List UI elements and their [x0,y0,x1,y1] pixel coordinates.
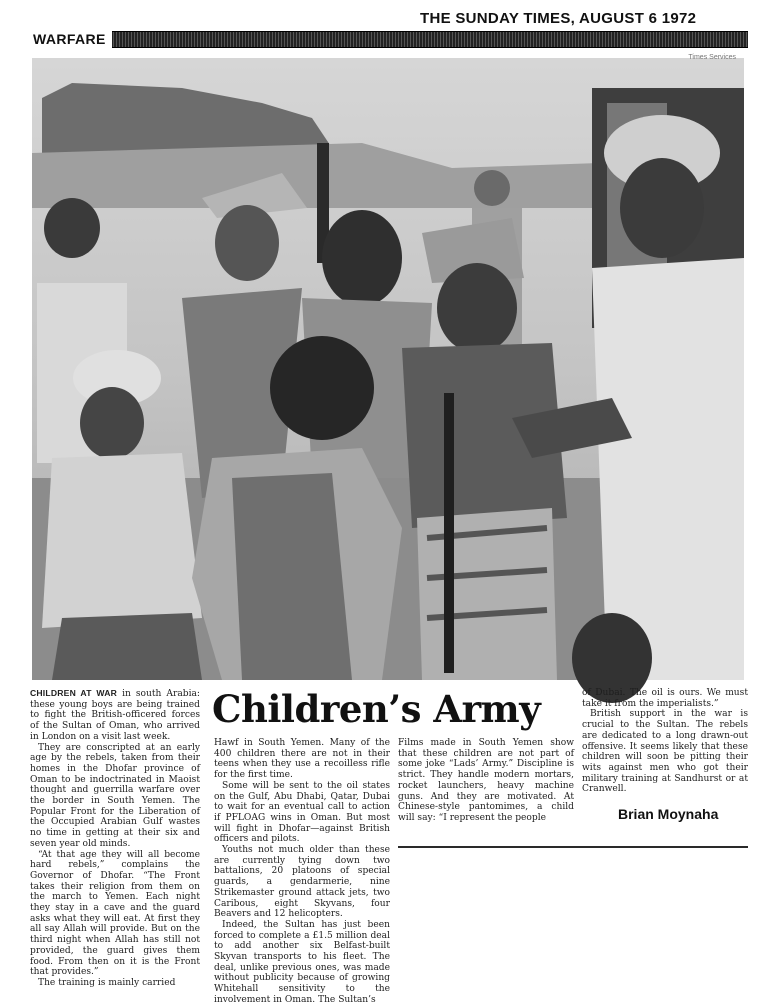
article-paragraph: Films made in South Yemen show that these children are not part of some joke “Lads’ Army.” Discipline is strict. They handle modern mortars, rocket launchers, heavy machine guns. And they are motivated. At Chinese-style pantomimes, a child will say: “I represent the people [398,738,574,823]
newspaper-masthead: THE SUNDAY TIMES, AUGUST 6 1972 [420,10,697,27]
article-paragraph: Youths not much older than these are currently tying down two battalions, 20 platoons of special guards, a gendarmerie, nine Strikemaster ground attack jets, two Caribous, eight Skyvans, four Beavers and 12 helicopters. [214,845,390,920]
article-paragraph: of Dubai. The oil is ours. We must take it from the imperialists.” [582,688,748,709]
column-rule [398,846,748,848]
section-label: WARFARE [30,31,112,48]
byline: Brian Moynaha [618,806,719,822]
article-paragraph: Hawf in South Yemen. Many of the 400 children there are not in their teens when they use a recoilless rifle for the first time. [214,738,390,781]
photo-caption-column [30,688,200,990]
article-paragraph: British support in the war is crucial to the Sultan. The rebels are dedicated to a long drawn-out offensive. It seems likely that these children will soon be pitting their wits against men who got their military training at Sandhurst or at Cranwell. [582,709,748,795]
headline: Children’s Army [212,687,541,731]
section-bar [30,31,748,48]
article-column-4 [582,688,748,802]
article-column-2 [214,738,390,1005]
article-paragraph: Indeed, the Sultan has just been forced to complete a £1.5 million deal to add another six Belfast-built Skyvan transports to his fleet. The deal, unlike previous ones, was made without publicity because of growing Whitehall sensitivity to the involvement in Oman. The Sultan’s [214,919,390,1005]
caption-paragraph: They are conscripted at an early age by the rebels, taken from their homes in the Dhofar province of Oman to be indoctrinated in Maoist thought and guerrilla warfare over the border in South Yemen. The Popular Front for the Liberation of the Occupied Arabian Gulf wastes no time in getting at their six and seven year old minds. [30,742,200,849]
photo-illustration [32,58,744,680]
caption-paragraph: “At that age they will all become hard rebels,” complains the Governor of Dhofar. “The Front takes their religion from them on the march to Yemen. Each night they stay in a cave and the guard asks what they will eat. At first they all say Allah will provide. But on the third night when Allah has still not provided, the guard gives them food. From then on it is the Front that provides.” [30,849,200,978]
caption-paragraph: The training is mainly carried [38,977,176,988]
caption-paragraph [30,688,200,743]
article-column-3 [398,738,574,828]
caption-lead: CHILDREN AT WAR [30,688,118,698]
article-paragraph: Some will be sent to the oil states on the Gulf, Abu Dhabi, Qatar, Dubai to wait for an eventual call to action if PFLOAG wins in Oman. But most will fight in Dhofar—against British officers and pilots. [214,780,390,845]
caption-text: in south Arabia: these young boys are being trained to fight the British-officered forces of the Sultan of Oman, who arrived in London on a visit last week. [30,689,200,742]
photo-credit: Times Services [688,54,736,61]
news-photograph [32,54,744,680]
